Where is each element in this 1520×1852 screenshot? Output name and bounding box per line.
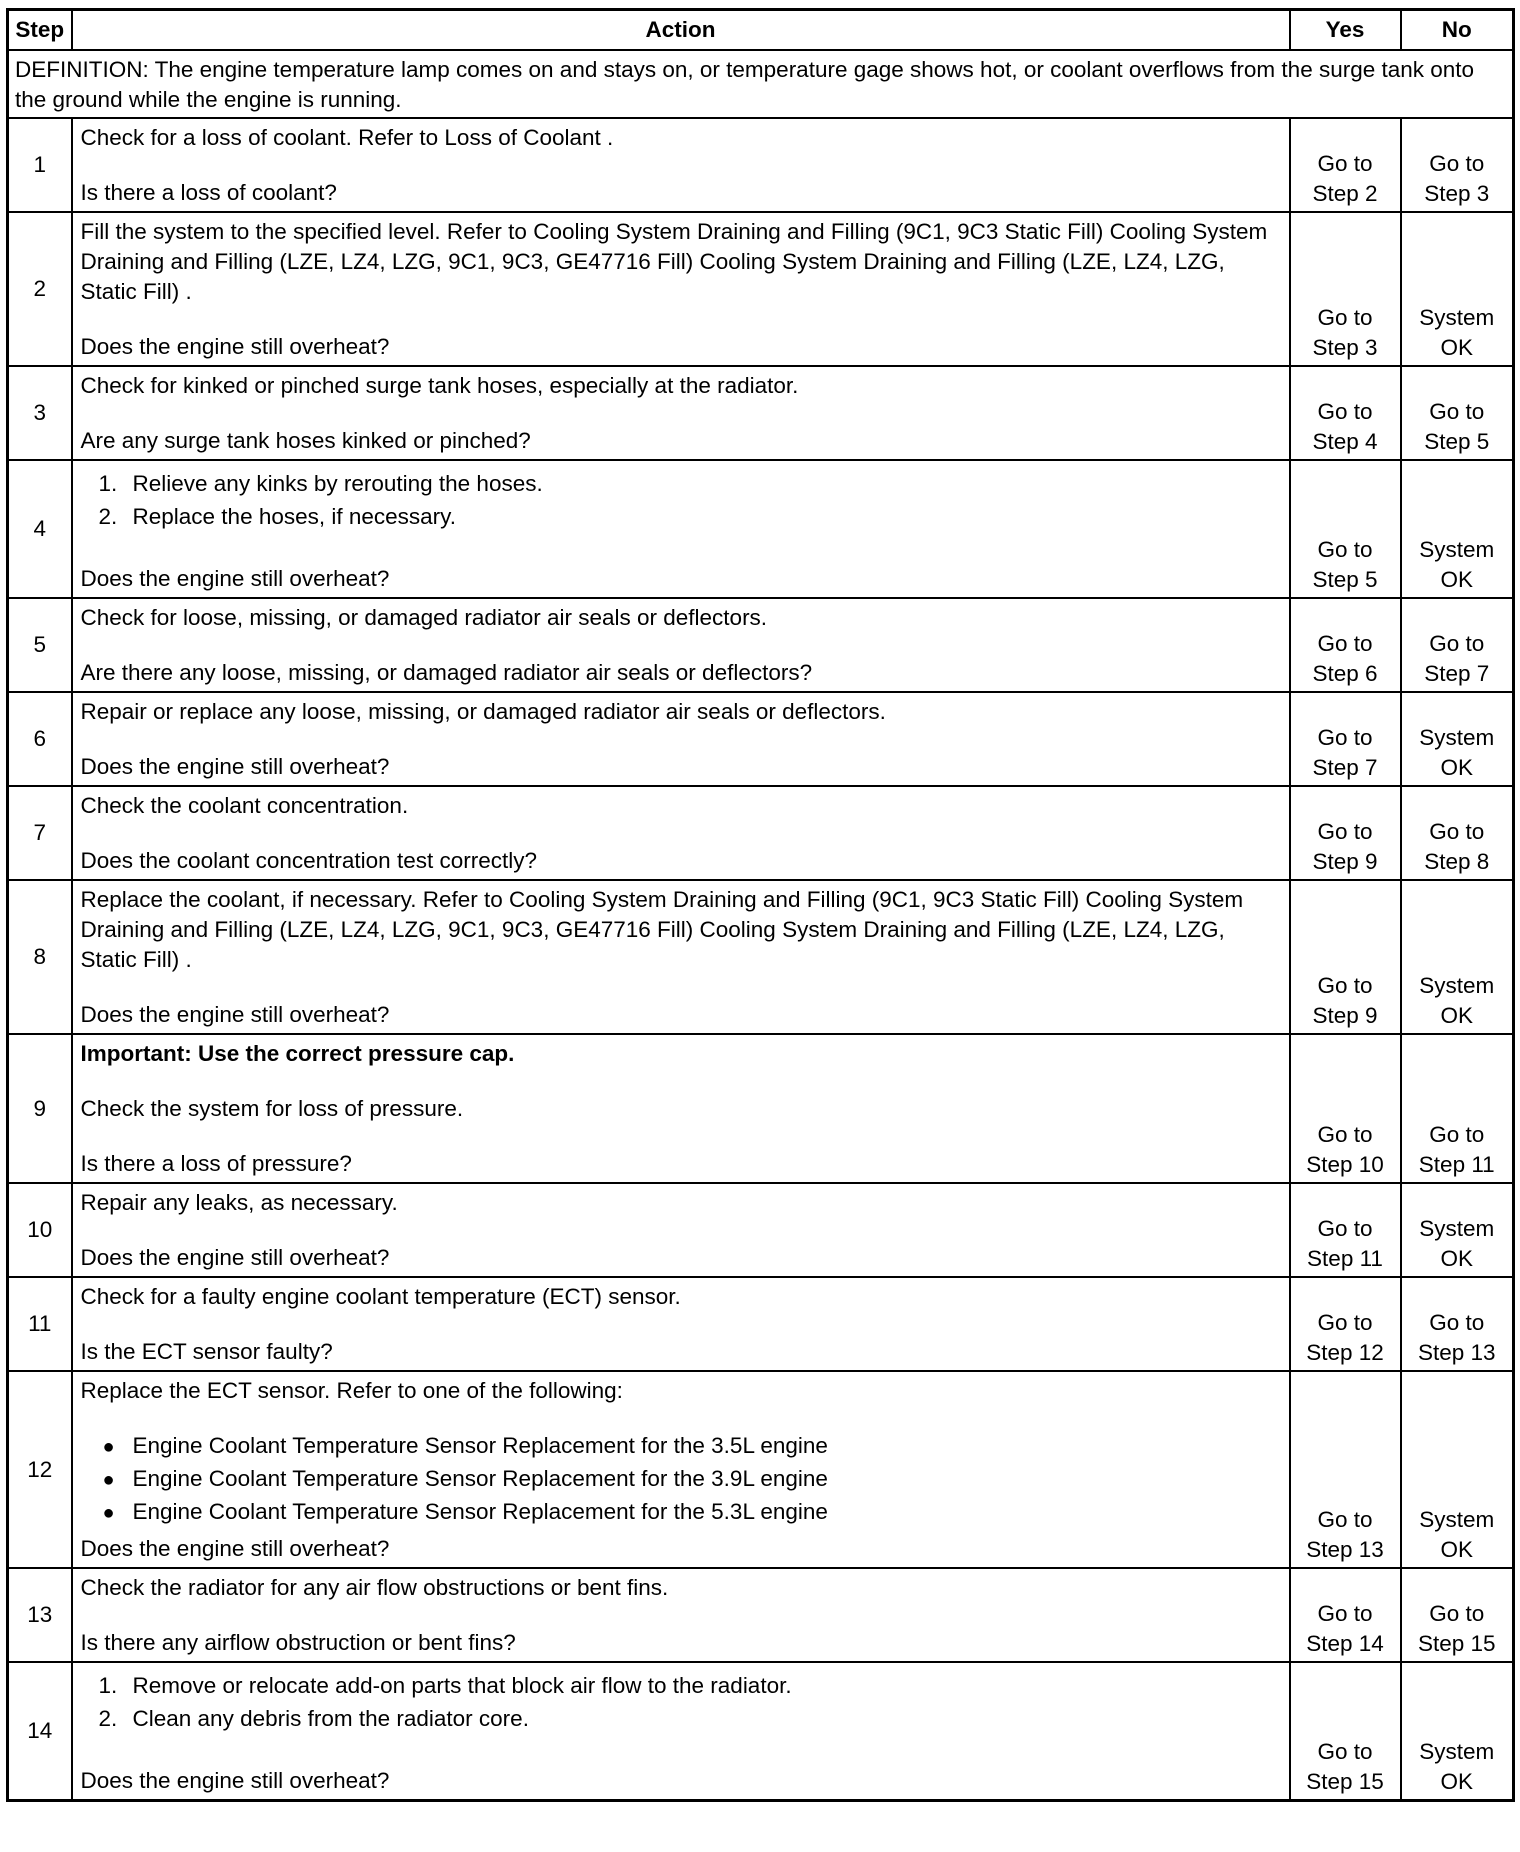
step-action	[72, 212, 1290, 366]
step-question: Is the ECT sensor faulty?	[80, 1339, 333, 1364]
step-question: Does the engine still overheat?	[80, 566, 390, 591]
bullet-icon: ●	[102, 1436, 115, 1458]
spacer	[81, 307, 1281, 332]
no-result-line: Go to	[1429, 151, 1485, 176]
yes-result-line: Go to	[1317, 399, 1373, 424]
spacer	[81, 975, 1281, 1000]
action-text: Replace the ECT sensor. Refer to one of the following:	[80, 1378, 623, 1403]
no-result	[1401, 366, 1514, 460]
no-result-line: Go to	[1429, 1601, 1485, 1626]
yes-result-line: Go to	[1317, 1601, 1373, 1626]
step-question: Does the coolant concentration test correctly?	[80, 848, 537, 873]
no-result	[1401, 460, 1514, 598]
yes-result-line: Step 9	[1312, 849, 1378, 874]
yes-result	[1290, 1034, 1401, 1183]
yes-result-line: Step 3	[1312, 335, 1378, 360]
yes-result-line: Go to	[1317, 1739, 1373, 1764]
no-result	[1401, 212, 1514, 366]
spacer	[81, 633, 1281, 658]
yes-result-line: Go to	[1317, 1310, 1373, 1335]
step-number: 2	[8, 212, 72, 366]
step-question: Does the engine still overheat?	[80, 1002, 390, 1027]
bullet-item	[81, 1497, 1281, 1530]
yes-result	[1290, 1183, 1401, 1277]
no-result	[1401, 118, 1514, 212]
no-result-line: Go to	[1429, 819, 1485, 844]
no-result-line: Go to	[1429, 399, 1485, 424]
action-text: Fill the system to the specified level. Refer to Cooling System Draining and Filling (9C1, 9C3 Static Fill) Cooling System Draining and Filling (LZE, LZ4, LZG, 9C1, 9C3, GE47716 Fill) Cooling System Draining and Filling (LZE, LZ4, LZG, Static Fill) .	[80, 219, 1268, 304]
yes-result-line: Step 5	[1312, 567, 1378, 592]
diagnostic-table	[6, 8, 1515, 1802]
yes-result-line: Step 11	[1307, 1246, 1383, 1271]
step-number: 6	[8, 692, 72, 786]
numbered-item	[81, 502, 1281, 535]
step-action	[72, 1277, 1290, 1371]
step-row-8	[8, 880, 1514, 1034]
step-action	[72, 460, 1290, 598]
step-question: Is there any airflow obstruction or bent fins?	[80, 1630, 516, 1655]
list-number: 2.	[98, 1706, 118, 1731]
list-number: 1.	[98, 1673, 118, 1698]
no-result-line: System	[1419, 725, 1495, 750]
step-row-7	[8, 786, 1514, 880]
step-question: Does the engine still overheat?	[80, 1536, 390, 1561]
no-result-line: OK	[1440, 335, 1473, 360]
definition-row	[8, 50, 1514, 118]
important-note: Important: Use the correct pressure cap.	[80, 1041, 515, 1066]
action-text: Repair any leaks, as necessary.	[80, 1190, 398, 1215]
yes-result	[1290, 1277, 1401, 1371]
yes-result-line: Step 12	[1306, 1340, 1384, 1365]
no-result-line: System	[1419, 1216, 1495, 1241]
step-number: 3	[8, 366, 72, 460]
no-result-line: Step 15	[1417, 1631, 1496, 1656]
step-question: Are any surge tank hoses kinked or pinched?	[80, 428, 531, 453]
no-result	[1401, 1371, 1514, 1568]
step-action	[72, 692, 1290, 786]
step-row-13	[8, 1568, 1514, 1662]
step-question: Does the engine still overheat?	[80, 334, 390, 359]
yes-result-line: Go to	[1317, 973, 1373, 998]
yes-result-line: Step 7	[1312, 755, 1378, 780]
step-number: 7	[8, 786, 72, 880]
no-result-line: Step 3	[1424, 181, 1490, 206]
no-result-line: OK	[1440, 1246, 1473, 1271]
numbered-item-text: Clean any debris from the radiator core.	[132, 1706, 529, 1731]
spacer	[81, 1069, 1281, 1094]
no-result	[1401, 692, 1514, 786]
step-action	[72, 1183, 1290, 1277]
no-result	[1401, 880, 1514, 1034]
yes-result-line: Go to	[1317, 725, 1373, 750]
spacer	[81, 1218, 1281, 1243]
yes-result	[1290, 880, 1401, 1034]
action-text: Check for loose, missing, or damaged radiator air seals or deflectors.	[80, 605, 768, 630]
yes-result	[1290, 1662, 1401, 1801]
step-question: Are there any loose, missing, or damaged radiator air seals or deflectors?	[80, 660, 813, 685]
spacer	[81, 1312, 1281, 1337]
yes-result-line: Step 10	[1306, 1152, 1384, 1177]
bullet-item-text: Engine Coolant Temperature Sensor Replacement for the 3.9L engine	[132, 1466, 828, 1491]
no-result-line: Step 5	[1424, 429, 1490, 454]
spacer	[81, 539, 1281, 564]
yes-result-line: Go to	[1317, 1507, 1373, 1532]
step-row-14	[8, 1662, 1514, 1801]
step-action	[72, 786, 1290, 880]
step-row-6	[8, 692, 1514, 786]
action-text: Check the coolant concentration.	[80, 793, 409, 818]
header-no: No	[1401, 10, 1514, 51]
yes-result	[1290, 598, 1401, 692]
list-number: 1.	[98, 471, 118, 496]
bullet-icon: ●	[102, 1469, 115, 1491]
step-number: 4	[8, 460, 72, 598]
step-action	[72, 1371, 1290, 1568]
action-text: Check for kinked or pinched surge tank hoses, especially at the radiator.	[80, 373, 799, 398]
action-text: Check the system for loss of pressure.	[80, 1096, 464, 1121]
yes-result	[1290, 366, 1401, 460]
bullet-icon: ●	[102, 1502, 115, 1524]
no-result-line: System	[1419, 973, 1495, 998]
step-row-11	[8, 1277, 1514, 1371]
step-number: 8	[8, 880, 72, 1034]
numbered-item-text: Replace the hoses, if necessary.	[132, 504, 457, 529]
no-result-line: Go to	[1429, 1122, 1485, 1147]
no-result-line: OK	[1440, 567, 1473, 592]
no-result-line: Step 8	[1424, 849, 1490, 874]
yes-result-line: Step 4	[1312, 429, 1378, 454]
bullet-item	[81, 1431, 1281, 1464]
yes-result-line: Step 13	[1306, 1537, 1384, 1562]
no-result	[1401, 1568, 1514, 1662]
spacer	[81, 1406, 1281, 1431]
step-number: 13	[8, 1568, 72, 1662]
list-number: 2.	[98, 504, 118, 529]
header-step: Step	[8, 10, 72, 51]
yes-result	[1290, 1568, 1401, 1662]
numbered-item	[81, 1704, 1281, 1737]
yes-result	[1290, 460, 1401, 598]
yes-result-line: Step 14	[1306, 1631, 1384, 1656]
numbered-item	[81, 1671, 1281, 1704]
step-row-4	[8, 460, 1514, 598]
table-body	[8, 50, 1514, 1801]
spacer	[81, 401, 1281, 426]
no-result-line: OK	[1440, 1537, 1473, 1562]
bullet-item-text: Engine Coolant Temperature Sensor Replacement for the 5.3L engine	[132, 1499, 828, 1524]
yes-result	[1290, 1371, 1401, 1568]
no-result	[1401, 598, 1514, 692]
spacer	[81, 1124, 1281, 1149]
step-row-1	[8, 118, 1514, 212]
spacer	[81, 153, 1281, 178]
diagnostic-table-container	[6, 8, 1512, 1802]
header-action: Action	[72, 10, 1290, 51]
step-action	[72, 1662, 1290, 1801]
step-action	[72, 598, 1290, 692]
yes-result	[1290, 692, 1401, 786]
yes-result-line: Go to	[1317, 819, 1373, 844]
step-action	[72, 1034, 1290, 1183]
yes-result-line: Go to	[1317, 1122, 1373, 1147]
yes-result	[1290, 212, 1401, 366]
yes-result-line: Go to	[1317, 631, 1373, 656]
no-result	[1401, 786, 1514, 880]
step-row-2	[8, 212, 1514, 366]
no-result-line: Go to	[1429, 1310, 1485, 1335]
no-result-line: Go to	[1429, 631, 1485, 656]
action-text: Repair or replace any loose, missing, or damaged radiator air seals or deflectors.	[80, 699, 886, 724]
no-result-line: System	[1419, 305, 1495, 330]
spacer	[81, 1741, 1281, 1766]
step-number: 1	[8, 118, 72, 212]
no-result-line: OK	[1440, 1003, 1473, 1028]
no-result	[1401, 1034, 1514, 1183]
step-question: Does the engine still overheat?	[80, 754, 390, 779]
action-text: Check the radiator for any air flow obstructions or bent fins.	[80, 1575, 669, 1600]
step-question: Is there a loss of pressure?	[80, 1151, 352, 1176]
step-action	[72, 118, 1290, 212]
step-row-5	[8, 598, 1514, 692]
step-number: 9	[8, 1034, 72, 1183]
definition-text: DEFINITION: The engine temperature lamp comes on and stays on, or temperature gage shows hot, or coolant overflows from the surge tank onto the ground while the engine is running.	[8, 50, 1514, 118]
no-result-line: System	[1419, 1507, 1495, 1532]
yes-result-line: Go to	[1317, 537, 1373, 562]
step-row-9	[8, 1034, 1514, 1183]
yes-result-line: Step 6	[1312, 661, 1378, 686]
step-action	[72, 880, 1290, 1034]
spacer	[81, 821, 1281, 846]
step-number: 12	[8, 1371, 72, 1568]
step-number: 14	[8, 1662, 72, 1801]
step-number: 11	[8, 1277, 72, 1371]
no-result-line: System	[1419, 537, 1495, 562]
spacer	[81, 1603, 1281, 1628]
action-text: Check for a loss of coolant. Refer to Loss of Coolant .	[80, 125, 614, 150]
step-question: Is there a loss of coolant?	[80, 180, 337, 205]
step-row-3	[8, 366, 1514, 460]
spacer	[81, 727, 1281, 752]
yes-result-line: Step 15	[1306, 1769, 1384, 1794]
no-result-line: Step 13	[1417, 1340, 1496, 1365]
step-number: 5	[8, 598, 72, 692]
step-question: Does the engine still overheat?	[80, 1245, 390, 1270]
no-result-line: OK	[1440, 1769, 1473, 1794]
yes-result-line: Go to	[1317, 151, 1373, 176]
header-yes: Yes	[1290, 10, 1401, 51]
bullet-item	[81, 1464, 1281, 1497]
yes-result	[1290, 786, 1401, 880]
step-number: 10	[8, 1183, 72, 1277]
yes-result-line: Step 2	[1312, 181, 1378, 206]
action-text: Check for a faulty engine coolant temperature (ECT) sensor.	[80, 1284, 681, 1309]
step-action	[72, 366, 1290, 460]
header-row	[8, 10, 1514, 51]
no-result	[1401, 1183, 1514, 1277]
step-action	[72, 1568, 1290, 1662]
no-result-line: System	[1419, 1739, 1495, 1764]
action-text: Replace the coolant, if necessary. Refer to Cooling System Draining and Filling (9C1, 9C3 Static Fill) Cooling System Draining and Filling (LZE, LZ4, LZG, 9C1, 9C3, GE47716 Fill) Cooling System Draining and Filling (LZE, LZ4, LZG, Static Fill) .	[80, 887, 1244, 972]
numbered-item-text: Remove or relocate add-on parts that block air flow to the radiator.	[132, 1673, 792, 1698]
no-result	[1401, 1277, 1514, 1371]
no-result-line: OK	[1440, 755, 1473, 780]
yes-result-line: Step 9	[1312, 1003, 1378, 1028]
bullet-item-text: Engine Coolant Temperature Sensor Replacement for the 3.5L engine	[132, 1433, 828, 1458]
numbered-item	[81, 469, 1281, 502]
step-row-10	[8, 1183, 1514, 1277]
yes-result-line: Go to	[1317, 1216, 1373, 1241]
no-result	[1401, 1662, 1514, 1801]
no-result-line: Step 11	[1418, 1152, 1495, 1177]
yes-result-line: Go to	[1317, 305, 1373, 330]
no-result-line: Step 7	[1424, 661, 1490, 686]
numbered-item-text: Relieve any kinks by rerouting the hoses.	[132, 471, 543, 496]
step-row-12	[8, 1371, 1514, 1568]
step-question: Does the engine still overheat?	[80, 1768, 390, 1793]
yes-result	[1290, 118, 1401, 212]
